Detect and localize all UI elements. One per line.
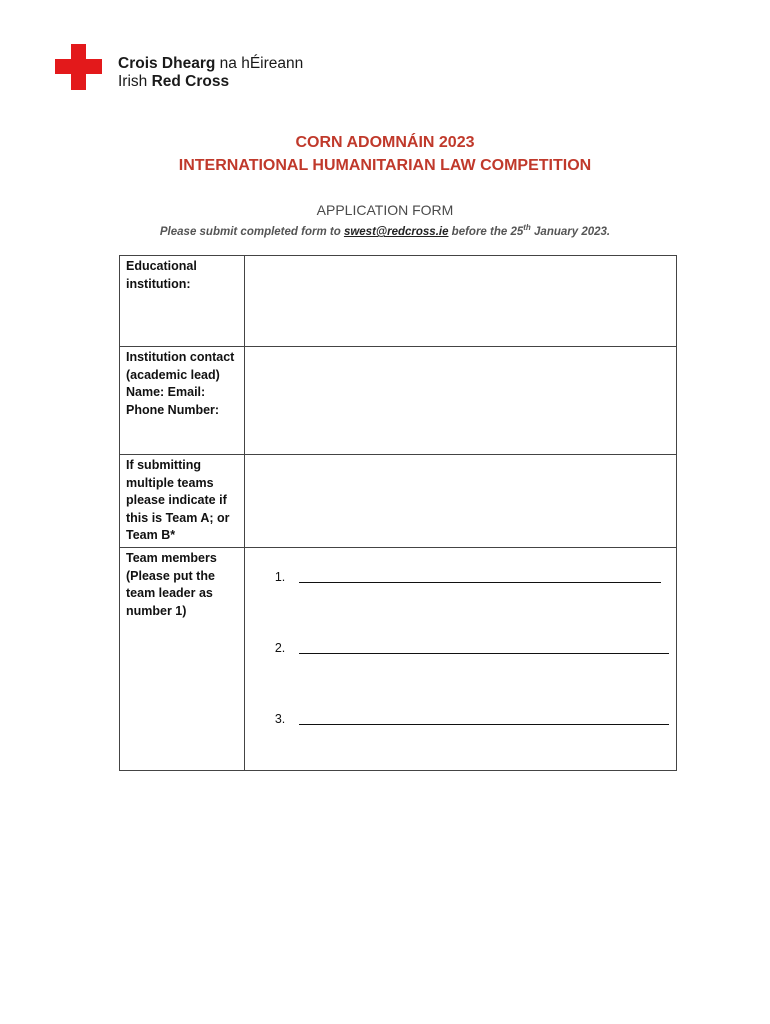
- label-team-members: Team members (Please put the team leader as number 1): [120, 547, 245, 770]
- team-members-list: [244, 547, 676, 770]
- field-institution-contact[interactable]: [244, 347, 676, 455]
- table-row: [120, 455, 677, 548]
- form-subtitle: APPLICATION FORM: [316, 202, 454, 218]
- list-item: [245, 700, 676, 770]
- label-team-designation: If submitting multiple teams please indicate if this is Team A; or Team B*: [120, 455, 245, 548]
- label-institution-contact: Institution contact (academic lead) Name: Email: Phone Number:: [120, 347, 245, 455]
- member-3-line[interactable]: [299, 724, 669, 725]
- logo: [55, 44, 325, 90]
- title-line-2: INTERNATIONAL HUMANITARIAN LAW COMPETITION: [178, 157, 592, 174]
- table-row: [120, 547, 677, 770]
- logo-line2-bold: Red Cross: [151, 73, 230, 90]
- member-number-3: 3.: [274, 711, 286, 726]
- member-1-line[interactable]: [299, 582, 661, 583]
- title-line-1: CORN ADOMNÁIN 2023: [295, 134, 475, 151]
- field-team-designation[interactable]: [244, 455, 676, 548]
- table-row: [120, 347, 677, 455]
- note-sup: th: [523, 223, 531, 232]
- table-row: [120, 256, 677, 347]
- note-before: Please submit completed form to: [159, 225, 344, 238]
- list-item: [245, 560, 676, 630]
- email-link[interactable]: swest@redcross.ie: [343, 225, 449, 238]
- member-2-line[interactable]: [299, 653, 669, 654]
- member-number-2: 2.: [274, 640, 286, 655]
- list-item: [245, 630, 676, 700]
- red-cross-icon: [55, 44, 102, 90]
- logo-line1-bold: Crois Dhearg: [118, 55, 216, 72]
- note-after: January 2023.: [530, 225, 611, 238]
- application-table: [119, 255, 677, 771]
- note-middle: before the 25: [448, 225, 524, 238]
- logo-text: [118, 55, 303, 91]
- field-educational-institution[interactable]: [244, 256, 676, 347]
- label-educational-institution: Educational institution:: [120, 256, 245, 347]
- member-number-1: 1.: [274, 569, 286, 584]
- logo-line1-rest: na hÉireann: [215, 55, 304, 72]
- submission-note: [0, 223, 770, 238]
- logo-line2-plain: Irish: [118, 73, 152, 90]
